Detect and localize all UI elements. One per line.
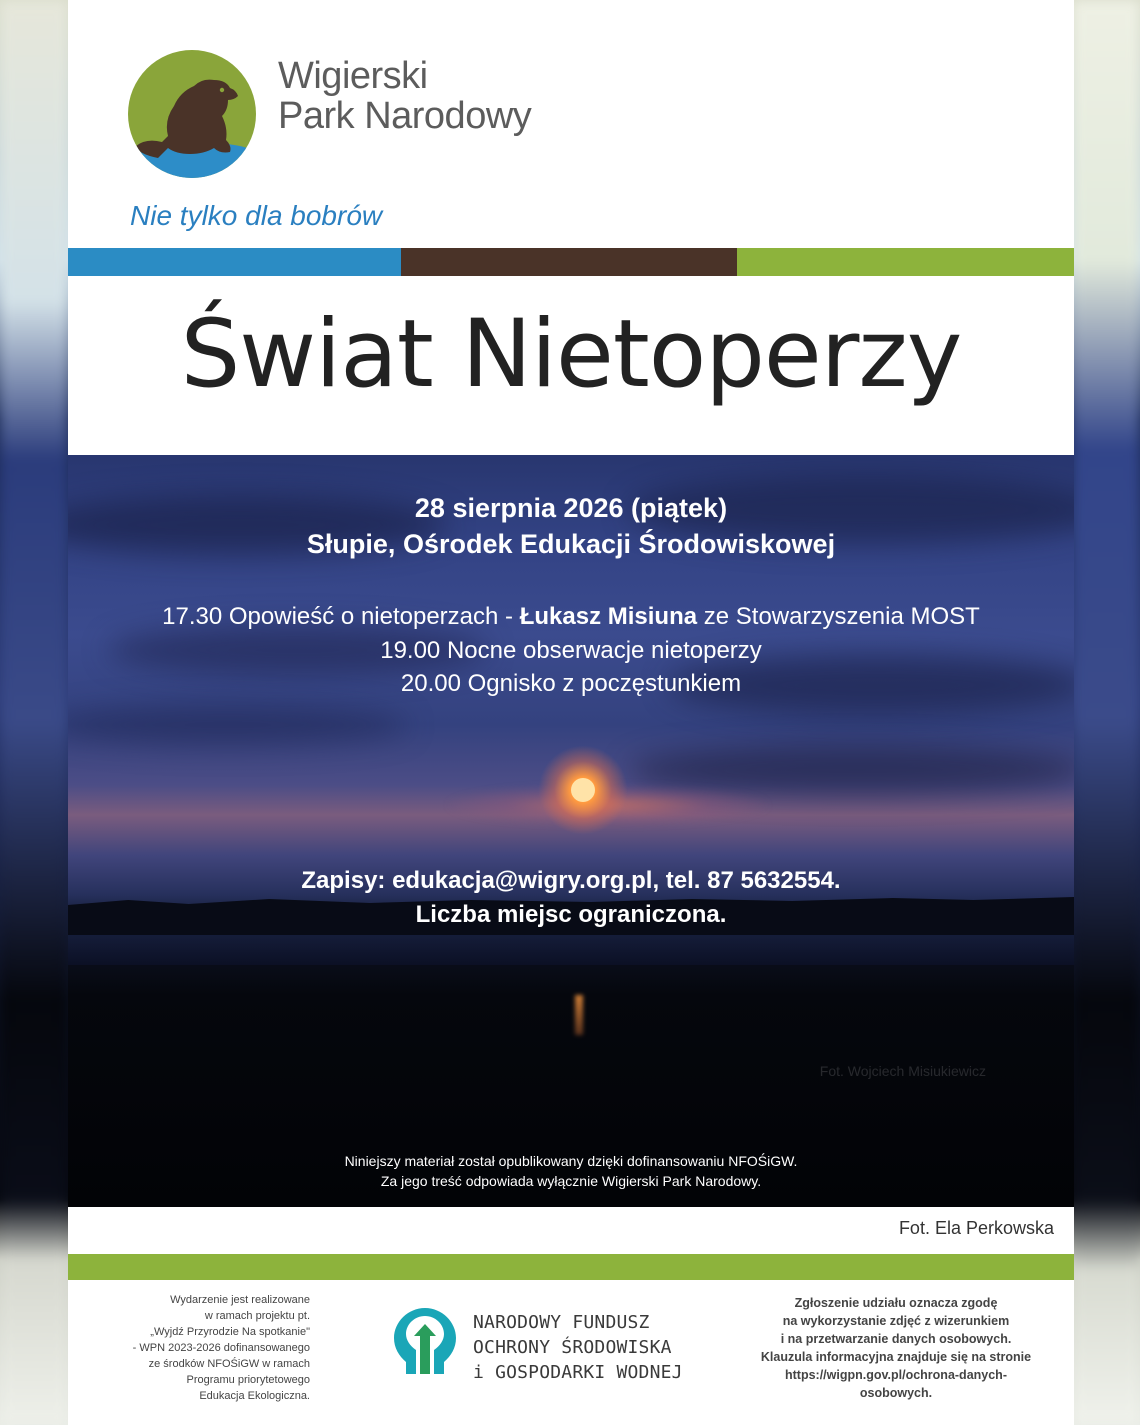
consent-note-line: i na przetwarzanie danych osobowych. [780,1332,1012,1346]
fund-name-line: NARODOWY FUNDUSZ [473,1312,650,1333]
stripe-green [737,248,1074,276]
project-note [78,1292,310,1404]
project-note-line: Wydarzenie jest realizowane [170,1294,310,1306]
program-item-2: 19.00 Nocne obserwacje nietoperzy [380,637,762,664]
consent-note-line: osobowych. [859,1386,933,1400]
photo-watermark: Fot. Wojciech Misiukiewicz [819,1063,986,1079]
fund-name-line: OCHRONY ŚRODOWISKA [473,1337,672,1358]
beaver-logo-icon [128,50,256,178]
project-note-line: w ramach projektu pt. [204,1310,310,1322]
poster [68,0,1074,1425]
program-item-3: 20.00 Ognisko z poczęstunkiem [400,670,742,697]
project-note-line: - WPN 2023-2026 dofinansowanego [132,1342,310,1354]
project-note-line: Edukacja Ekologiczna. [199,1390,310,1402]
background-blur-left [0,0,68,1425]
funding-note-line2: Za jego treść odpowiada wyłącznie Wigierski Park Narodowy. [380,1173,762,1189]
project-note-line: ze środków NFOŚiGW w ramach [148,1358,310,1370]
program-item-1 [68,603,1074,631]
consent-note-line: na wykorzystanie zdjęć z wizerunkiem [782,1314,1010,1328]
org-name-line1: Wigierski [278,55,428,97]
background-blur-right [1072,0,1140,1425]
event-date: 28 sierpnia 2026 (piątek) [414,493,728,523]
tagline: Nie tylko dla bobrów [130,200,383,231]
funding-note-line1: Niniejszy materiał został opublikowany dzięki dofinansowaniu NFOŚiGW. [344,1153,798,1169]
footer-bar [68,1254,1074,1280]
consent-note-line: Klauzula informacyjna znajduje się na stronie [760,1350,1032,1364]
stripe-blue [68,248,401,276]
consent-note-line: Zgłoszenie udziału oznacza zgodę [794,1296,998,1310]
fund-name-line: i GOSPODARKI WODNEJ [473,1362,683,1383]
sunset-photo [68,455,1074,1207]
event-title: Świat Nietoperzy [180,300,962,409]
program-item-1-rest: ze Stowarzyszenia MOST [697,603,980,630]
program-item-1-text: 17.30 Opowieść o nietoperzach - [162,603,520,630]
consent-note [736,1294,1056,1402]
signup-info: Zapisy: edukacja@wigry.org.pl, tel. 87 5632554. [301,867,841,894]
project-note-line: „Wyjdź Przyrodzie Na spotkanie" [150,1326,310,1338]
photo-credit: Fot. Ela Perkowska [898,1218,1054,1238]
org-name [278,56,531,136]
org-name-line2: Park Narodowy [278,95,532,137]
nfosigw-logo-icon [390,1304,460,1378]
project-note-line: Programu priorytetowego [186,1374,310,1386]
program-speaker: Łukasz Misiuna [519,603,698,630]
consent-note-link[interactable]: https://wigpn.gov.pl/ochrona-danych- [785,1368,1007,1382]
limit-info: Liczba miejsc ograniczona. [415,901,727,928]
fund-name [473,1310,683,1385]
event-place: Słupie, Ośrodek Edukacji Środowiskowej [306,529,836,559]
stripe-brown [401,248,737,276]
